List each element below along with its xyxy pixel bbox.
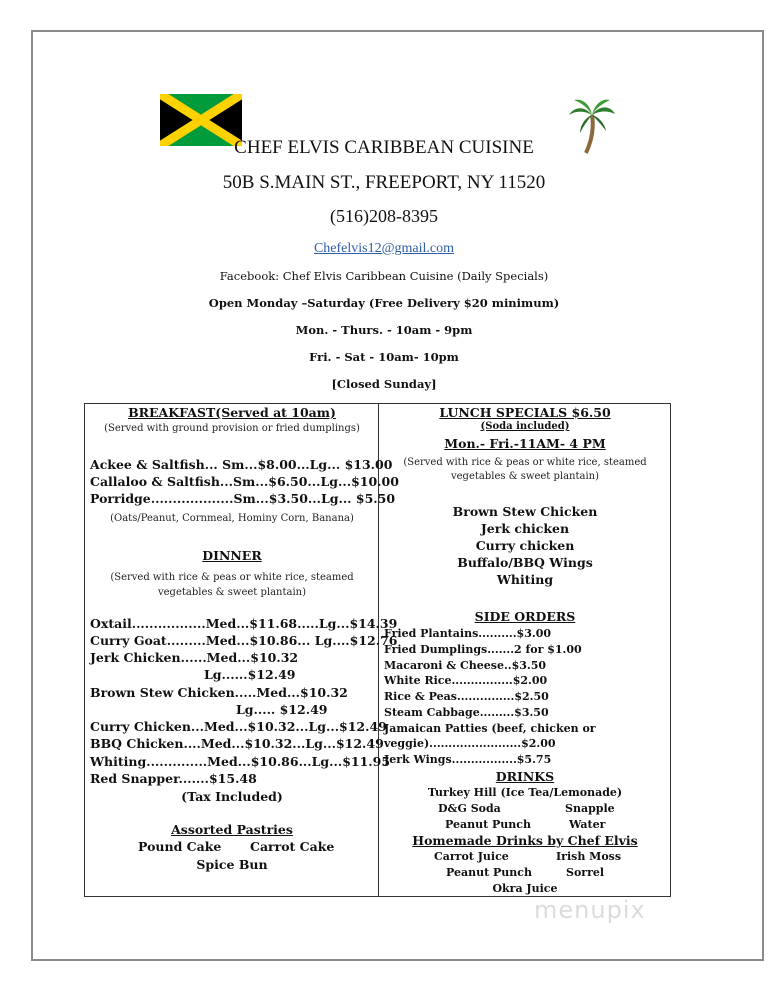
menu-item: Curry Goat.........Med...$10.86... Lg....$12.76 xyxy=(90,633,398,648)
porridge-note: (Oats/Peanut, Cornmeal, Hominy Corn, Banana) xyxy=(110,513,354,524)
lunch-item: Curry chicken xyxy=(475,538,575,553)
restaurant-name: CHEF ELVIS CARIBBEAN CUISINE xyxy=(234,137,534,158)
hours-fri-sat: Fri. - Sat - 10am- 10pm xyxy=(309,350,459,364)
hours-open-days: Open Monday –Saturday (Free Delivery $20 minimum) xyxy=(208,296,560,310)
menu-item: Red Snapper.......$15.48 xyxy=(90,771,257,786)
side-item: Fried Plantains..........$3.00 xyxy=(384,627,552,640)
dinner-note-line: (Served with rice & peas or white rice, steamed xyxy=(110,572,354,583)
menu-item: Oxtail.................Med...$11.68.....Lg...$14.39 xyxy=(90,616,398,631)
side-orders-title: SIDE ORDERS xyxy=(474,609,576,624)
side-item: Fried Dumplings.......2 for $1.00 xyxy=(384,643,582,656)
lunch-item: Jerk chicken xyxy=(480,521,570,536)
drinks-title: DRINKS xyxy=(495,769,555,784)
pastries-title: Assorted Pastries xyxy=(171,822,293,837)
dinner-note-line: vegetables & sweet plantain) xyxy=(157,587,307,598)
menu-item: Spice Bun xyxy=(196,857,268,872)
side-item: Jerk Wings.................$5.75 xyxy=(384,753,552,766)
side-item: Macaroni & Cheese..$3.50 xyxy=(384,659,547,672)
menu-item: Lg..... $12.49 xyxy=(236,702,328,717)
side-item: Steam Cabbage.........$3.50 xyxy=(384,706,549,719)
drink-item: D&G Soda xyxy=(438,802,501,815)
homemade-item: Peanut Punch xyxy=(446,866,532,879)
hours-mon-thu: Mon. - Thurs. - 10am - 9pm xyxy=(295,323,473,337)
menupix-watermark: menupix xyxy=(534,896,646,924)
menu-item: Whiting..............Med...$10.86...Lg...$11.95 xyxy=(90,754,391,769)
address: 50B S.MAIN ST., FREEPORT, NY 11520 xyxy=(222,172,546,193)
breakfast-title: BREAKFAST(Served at 10am) xyxy=(128,405,336,420)
drink-item: Turkey Hill (Ice Tea/Lemonade) xyxy=(427,786,623,799)
email-link[interactable]: Chefelvis12@gmail.com xyxy=(313,241,455,256)
drink-item: Peanut Punch xyxy=(445,818,531,831)
dinner-title: DINNER xyxy=(202,548,262,563)
menu-item: Brown Stew Chicken.....Med...$10.32 xyxy=(90,685,348,700)
menu-item: Callaloo & Saltfish...Sm...$6.50...Lg...$10.00 xyxy=(90,474,399,489)
side-item: White Rice................$2.00 xyxy=(384,674,548,687)
lunch-soda-note: (Soda included) xyxy=(480,421,570,432)
side-item: Jamaican Patties (beef, chicken or xyxy=(384,722,596,735)
lunch-note-line: (Served with rice & peas or white rice, steamed xyxy=(403,457,647,468)
drink-item: Water xyxy=(569,818,606,831)
tax-note: (Tax Included) xyxy=(181,789,283,804)
homemade-item: Sorrel xyxy=(566,866,605,879)
side-item: veggie)........................$2.00 xyxy=(384,737,556,750)
hours-closed: [Closed Sunday] xyxy=(331,377,437,391)
lunch-item: Buffalo/BBQ Wings xyxy=(457,555,593,570)
lunch-title: LUNCH SPECIALS $6.50 xyxy=(439,405,611,420)
homemade-drinks-title: Homemade Drinks by Chef Elvis xyxy=(412,833,638,848)
menu-item: Porridge...................Sm...$3.50...Lg... $5.50 xyxy=(90,491,396,506)
menu-item: Pound Cake xyxy=(138,839,222,854)
menu-item: Ackee & Saltfish... Sm...$8.00...Lg... $13.00 xyxy=(90,457,393,472)
menu-item: Carrot Cake xyxy=(250,839,335,854)
menu-item: Jerk Chicken......Med...$10.32 xyxy=(90,650,299,665)
lunch-note-line: vegetables & sweet plantain) xyxy=(450,471,600,482)
side-item: Rice & Peas...............$2.50 xyxy=(384,690,549,703)
menu-item: BBQ Chicken....Med...$10.32...Lg...$12.49 xyxy=(90,736,384,751)
homemade-item: Okra Juice xyxy=(492,882,558,895)
lunch-hours: Mon.- Fri.-11AM- 4 PM xyxy=(444,436,606,451)
facebook-line: Facebook: Chef Elvis Caribbean Cuisine (Daily Specials) xyxy=(219,269,549,283)
breakfast-note: (Served with ground provision or fried dumplings) xyxy=(104,423,360,434)
phone-number: (516)208-8395 xyxy=(330,206,438,226)
menu-item: Curry Chicken...Med...$10.32...Lg...$12.49 xyxy=(90,719,387,734)
lunch-item: Brown Stew Chicken xyxy=(452,504,598,519)
homemade-item: Irish Moss xyxy=(556,850,622,863)
lunch-item: Whiting xyxy=(496,572,554,587)
drink-item: Snapple xyxy=(565,802,615,815)
homemade-item: Carrot Juice xyxy=(434,850,509,863)
menu-item: Lg......$12.49 xyxy=(204,667,296,682)
